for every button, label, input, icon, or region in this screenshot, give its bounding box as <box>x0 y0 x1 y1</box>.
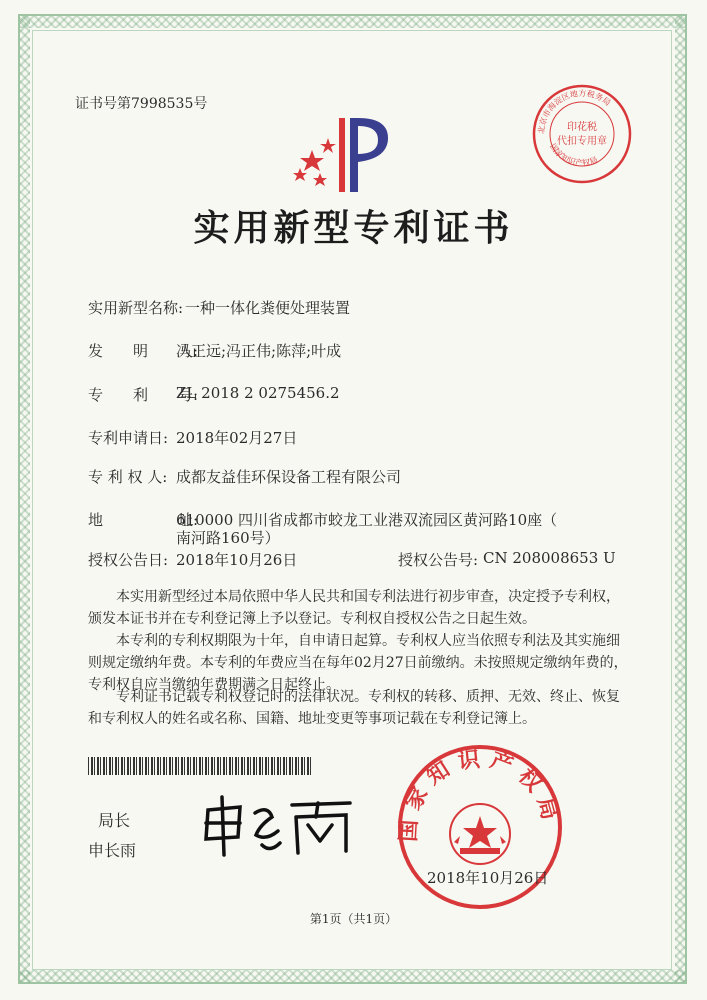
body-paragraph-2: 本专利的专利权期限为十年，自申请日起算。专利权人应当依照专利法及其实施细则规定缴纳年费。本专利的年费应当在每年02月27日前缴纳。未按照规定缴纳年费的，专利权自应当缴纳年费期满之日起终止。 <box>88 633 628 693</box>
certificate-number: 证书号第7998535号 <box>75 96 208 112</box>
value-announce-number: CN 208008653 U <box>483 549 616 567</box>
director-signature <box>200 795 360 860</box>
label-utility-model-name: 实用新型名称: <box>88 299 184 317</box>
official-seal-text: 国家知识产权局 <box>396 746 565 843</box>
body-paragraph-1: 本实用新型经过本局依照中华人民共和国专利法进行初步审查，决定授予专利权，颁发本证书并在专利登记簿上予以登记。专利权自授权公告之日起生效。 <box>88 589 620 627</box>
label-patent-number: 专 利 号: <box>88 386 199 404</box>
label-announce-number: 授权公告号: <box>398 551 479 569</box>
patent-office-logo <box>290 110 400 195</box>
label-filing-date: 专利申请日: <box>88 429 169 447</box>
label-patentee: 专 利 权 人: <box>88 468 168 486</box>
page-number: 第1页（共1页） <box>309 912 398 926</box>
value-address-line1: 610000 四川省成都市蛟龙工业港双流园区黄河路10座（ <box>176 511 558 529</box>
barcode <box>88 757 313 775</box>
label-inventor: 发 明 人: <box>88 342 199 360</box>
body-paragraph-3: 专利证书记载专利权登记时的法律状况。专利权的转移、质押、无效、终止、恢复和专利权人的姓名或名称、国籍、地址变更等事项记载在专利登记簿上。 <box>88 689 620 727</box>
value-patentee: 成都友益佳环保设备工程有限公司 <box>176 468 402 486</box>
value-inventor: 冯正远;冯正伟;陈萍;叶成 <box>176 342 342 360</box>
director-name: 申长雨 <box>88 841 137 860</box>
tax-stamp <box>530 82 635 187</box>
stamp-date: 2018年10月26日 <box>427 869 549 887</box>
value-announce-date: 2018年10月26日 <box>176 551 298 569</box>
value-filing-date: 2018年02月27日 <box>176 429 298 447</box>
certificate-title: 实用新型专利证书 <box>193 207 514 249</box>
value-patent-number: ZL 2018 2 0275456.2 <box>176 384 340 402</box>
value-utility-model-name: 一种一体化粪便处理装置 <box>185 299 351 317</box>
director-title: 局长 <box>98 811 131 830</box>
label-address: 地 址: <box>88 511 199 529</box>
value-address-line2: 南河路160号） <box>176 529 280 547</box>
tax-stamp-text-4: 国家知识产权局 <box>548 142 599 168</box>
tax-stamp-text-1: 北京市海淀区地方税务局 <box>536 88 613 135</box>
tax-stamp-text-3: 代扣专用章 <box>557 136 607 147</box>
label-announce-date: 授权公告日: <box>88 551 169 569</box>
tax-stamp-text-2: 印花税 <box>567 122 597 133</box>
